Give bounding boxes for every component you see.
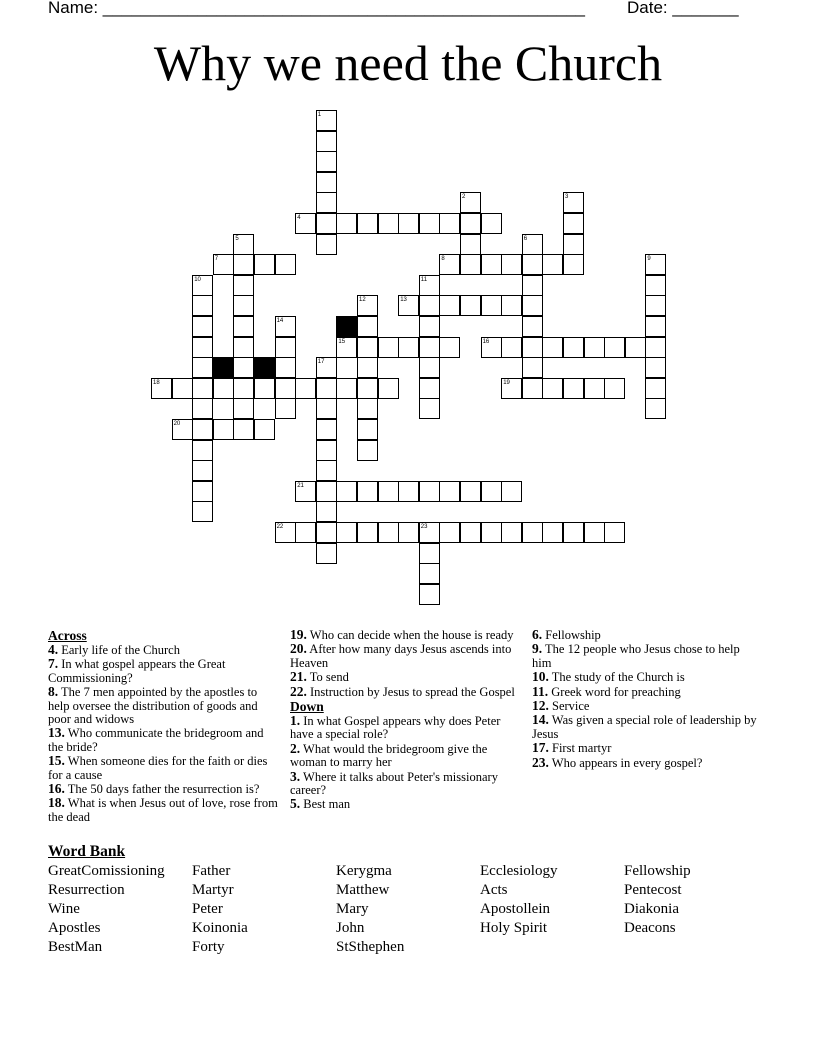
crossword-cell[interactable] xyxy=(522,337,543,358)
crossword-cell[interactable] xyxy=(213,254,234,275)
crossword-cell[interactable] xyxy=(522,316,543,337)
crossword-cell[interactable] xyxy=(604,378,625,399)
black-square xyxy=(336,316,357,337)
crossword-cell[interactable] xyxy=(233,337,254,358)
clue-number: 22 xyxy=(276,524,284,530)
crossword-cell[interactable] xyxy=(275,316,296,337)
clue-text: Who appears in every gospel? xyxy=(548,755,703,770)
word-bank-item: Apostollein xyxy=(480,901,550,917)
word-bank-item: StSthephen xyxy=(336,939,405,955)
word-bank-item: Acts xyxy=(480,882,508,898)
crossword-cell[interactable] xyxy=(192,481,213,502)
crossword-cell[interactable] xyxy=(522,254,543,275)
crossword-cell[interactable] xyxy=(481,213,502,234)
crossword-cell[interactable] xyxy=(336,337,357,358)
clue-number: 4. xyxy=(48,642,59,657)
crossword-cell[interactable] xyxy=(460,213,481,234)
crossword-cell[interactable] xyxy=(336,213,357,234)
clue-19-across xyxy=(290,628,516,642)
word-bank-item: Kerygma xyxy=(336,863,392,879)
crossword-cell[interactable] xyxy=(275,522,296,543)
crossword-cell[interactable] xyxy=(172,378,193,399)
name-field-label: Name: ___________________________________________________ xyxy=(48,0,585,17)
crossword-cell[interactable] xyxy=(501,481,522,502)
page-title: Why we need the Church xyxy=(153,35,663,91)
crossword-cell[interactable] xyxy=(378,481,399,502)
crossword-cell[interactable] xyxy=(419,213,440,234)
down-heading: Down xyxy=(290,699,324,715)
clue-4-across xyxy=(48,643,280,657)
clue-number: 11. xyxy=(532,683,549,699)
crossword-cell[interactable] xyxy=(398,295,419,316)
clue-text: When someone dies for the faith or dies for a cause xyxy=(48,754,268,782)
clue-1-down xyxy=(290,714,516,742)
clue-8-across xyxy=(48,685,280,726)
crossword-cell[interactable] xyxy=(336,481,357,502)
crossword-cell[interactable] xyxy=(316,131,337,152)
crossword-cell[interactable] xyxy=(522,357,543,378)
crossword-cell[interactable] xyxy=(336,378,357,399)
clue-number: 5. xyxy=(290,796,301,812)
crossword-cell[interactable] xyxy=(604,337,625,358)
crossword-cell[interactable] xyxy=(213,419,234,440)
crossword-cell[interactable] xyxy=(419,337,440,358)
crossword-cell[interactable] xyxy=(419,378,440,399)
clue-number: 18 xyxy=(153,379,160,386)
crossword-cell[interactable] xyxy=(439,337,460,358)
crossword-cell[interactable] xyxy=(275,337,296,358)
clue-text: Early life of the Church xyxy=(58,643,180,657)
clue-text: Fellowship xyxy=(542,628,601,642)
clue-11-down xyxy=(532,685,758,699)
clue-text: In what gospel appears the Great Commissioning? xyxy=(48,657,226,685)
crossword-cell[interactable] xyxy=(233,234,254,255)
black-square xyxy=(213,357,234,378)
crossword-cell[interactable] xyxy=(398,522,419,543)
clue-number: 11 xyxy=(420,276,428,283)
crossword-cell[interactable] xyxy=(316,501,337,522)
word-bank-item: Fellowship xyxy=(624,863,691,879)
clue-number: 3 xyxy=(565,194,569,201)
clue-7-across xyxy=(48,657,280,685)
crossword-cell[interactable] xyxy=(233,254,254,275)
word-bank-item: Diakonia xyxy=(624,901,679,917)
crossword-cell[interactable] xyxy=(645,316,666,337)
crossword-cell[interactable] xyxy=(460,295,481,316)
clue-number: 4 xyxy=(297,215,301,221)
crossword-cell[interactable] xyxy=(336,522,357,543)
crossword-cell[interactable] xyxy=(645,357,666,378)
crossword-cell[interactable] xyxy=(645,254,666,275)
word-bank-item: Father xyxy=(192,863,231,879)
across-heading: Across xyxy=(48,628,87,643)
clue-number: 2 xyxy=(462,194,466,201)
clue-number: 21 xyxy=(297,482,304,489)
clue-text: What would the bridegroom give the woman to marry her xyxy=(290,741,488,770)
crossword-cell[interactable] xyxy=(378,337,399,358)
crossword-cell[interactable] xyxy=(460,254,481,275)
clue-number: 9. xyxy=(532,641,543,657)
clue-number: 13. xyxy=(48,725,65,741)
clue-13-across xyxy=(48,726,280,754)
word-bank-item: BestMan xyxy=(48,939,103,955)
clue-text: Service xyxy=(548,699,590,714)
clue-20-across xyxy=(290,642,516,670)
crossword-cell[interactable] xyxy=(419,584,440,605)
crossword-cell[interactable] xyxy=(192,398,213,419)
crossword-cell[interactable] xyxy=(378,378,399,399)
clue-text: After how many days Jesus ascends into Heaven xyxy=(290,642,512,670)
crossword-cell[interactable] xyxy=(439,254,460,275)
crossword-cell[interactable] xyxy=(419,543,440,564)
clue-number: 23. xyxy=(532,754,549,770)
crossword-cell[interactable] xyxy=(316,213,337,234)
clue-17-down xyxy=(532,741,758,755)
clue-number: 7 xyxy=(214,256,219,263)
crossword-cell[interactable] xyxy=(192,337,213,358)
crossword-cell[interactable] xyxy=(357,337,378,358)
crossword-cell[interactable] xyxy=(192,460,213,481)
crossword-cell[interactable] xyxy=(398,481,419,502)
crossword-cell[interactable] xyxy=(460,192,481,213)
crossword-cell[interactable] xyxy=(563,522,584,543)
crossword-cell[interactable] xyxy=(316,110,337,131)
crossword-cell[interactable] xyxy=(398,213,419,234)
crossword-cell[interactable] xyxy=(563,213,584,234)
crossword-cell[interactable] xyxy=(233,316,254,337)
crossword-cell[interactable] xyxy=(522,522,543,543)
clue-number: 20. xyxy=(290,641,307,657)
clue-text: First martyr xyxy=(548,741,612,756)
crossword-cell[interactable] xyxy=(542,522,563,543)
clue-text: What is when Jesus out of love, rose from the dead xyxy=(48,796,278,824)
crossword-cell[interactable] xyxy=(316,234,337,255)
crossword-cell[interactable] xyxy=(460,481,481,502)
word-bank-title: Word Bank xyxy=(48,843,126,860)
crossword-cell[interactable] xyxy=(295,481,316,502)
clue-6-down xyxy=(532,628,758,642)
clue-text: The study of the Church is xyxy=(548,670,685,685)
crossword-cell[interactable] xyxy=(625,337,646,358)
clue-text: Who communicate the bridegroom and the bride? xyxy=(48,726,264,754)
clue-number: 9 xyxy=(647,256,651,263)
crossword-cell[interactable] xyxy=(316,398,337,419)
crossword-cell[interactable] xyxy=(192,501,213,522)
crossword-cell[interactable] xyxy=(481,337,502,358)
crossword-cell[interactable] xyxy=(542,378,563,399)
crossword-cell[interactable] xyxy=(357,357,378,378)
crossword-cell[interactable] xyxy=(316,357,337,378)
crossword-cell[interactable] xyxy=(501,378,522,399)
crossword-cell[interactable] xyxy=(419,398,440,419)
crossword-cell[interactable] xyxy=(233,419,254,440)
crossword-cell[interactable] xyxy=(357,398,378,419)
crossword-cell[interactable] xyxy=(192,275,213,296)
clue-text: The 7 men appointed by the apostles to help oversee the distribution of goods and poor and widows xyxy=(48,685,258,727)
clue-21-across xyxy=(290,670,516,684)
clue-9-down xyxy=(532,642,758,670)
crossword-cell[interactable] xyxy=(192,378,213,399)
word-bank-item: Mary xyxy=(336,901,369,917)
crossword-cell[interactable] xyxy=(378,213,399,234)
clue-number: 1. xyxy=(290,713,301,729)
crossword-cell[interactable] xyxy=(192,316,213,337)
clue-number: 10. xyxy=(532,669,549,685)
crossword-cell[interactable] xyxy=(501,522,522,543)
crossword-cell[interactable] xyxy=(584,522,605,543)
crossword-cell[interactable] xyxy=(316,378,337,399)
crossword-cell[interactable] xyxy=(419,481,440,502)
clue-15-across xyxy=(48,754,280,782)
crossword-cell[interactable] xyxy=(295,378,316,399)
clue-number: 23 xyxy=(420,524,428,530)
clue-text: To send xyxy=(306,670,349,685)
crossword-cell[interactable] xyxy=(357,522,378,543)
crossword-cell[interactable] xyxy=(645,398,666,419)
crossword-cell[interactable] xyxy=(233,275,254,296)
crossword-cell[interactable] xyxy=(419,563,440,584)
crossword-cell[interactable] xyxy=(213,378,234,399)
crossword-cell[interactable] xyxy=(584,378,605,399)
crossword-cell[interactable] xyxy=(316,192,337,213)
crossword-cell[interactable] xyxy=(522,234,543,255)
crossword-cell[interactable] xyxy=(357,316,378,337)
clue-number: 10 xyxy=(194,276,201,283)
crossword-cell[interactable] xyxy=(398,337,419,358)
clue-number: 18. xyxy=(48,795,65,811)
crossword-cell[interactable] xyxy=(563,234,584,255)
word-bank-item: Forty xyxy=(192,939,225,955)
crossword-cell[interactable] xyxy=(192,419,213,440)
crossword-cell[interactable] xyxy=(275,357,296,378)
crossword-cell[interactable] xyxy=(501,337,522,358)
crossword-cell[interactable] xyxy=(604,522,625,543)
crossword-cell[interactable] xyxy=(316,172,337,193)
crossword-cell[interactable] xyxy=(522,275,543,296)
clue-5-down xyxy=(290,797,516,811)
clue-text: Where it talks about Peter's missionary career? xyxy=(290,769,498,798)
clue-number: 7. xyxy=(48,656,59,672)
crossword-cell[interactable] xyxy=(254,419,275,440)
crossword-cell[interactable] xyxy=(522,378,543,399)
clue-number: 6. xyxy=(532,627,543,642)
clue-text: Instruction by Jesus to spread the Gospel xyxy=(306,684,515,699)
clue-number: 16 xyxy=(482,338,490,345)
clue-number: 19 xyxy=(503,379,510,386)
clue-2-down xyxy=(290,742,516,770)
crossword-cell[interactable] xyxy=(542,254,563,275)
word-bank-item: Holy Spirit xyxy=(480,920,548,936)
crossword-cell[interactable] xyxy=(357,295,378,316)
clue-number: 8. xyxy=(48,684,59,700)
word-bank-item: Resurrection xyxy=(48,882,125,898)
crossword-cell[interactable] xyxy=(316,543,337,564)
crossword-cell[interactable] xyxy=(481,522,502,543)
clue-number: 14 xyxy=(276,318,284,324)
clue-number: 17. xyxy=(532,740,549,756)
clue-text: In what Gospel appears why does Peter have a special role? xyxy=(290,714,501,742)
clue-number: 6 xyxy=(523,235,528,242)
crossword-cell[interactable] xyxy=(233,378,254,399)
word-bank-item: Pentecost xyxy=(624,882,682,898)
crossword-cell[interactable] xyxy=(542,337,563,358)
clue-22-across xyxy=(290,685,516,699)
clue-number: 12 xyxy=(359,297,366,304)
clue-number: 22. xyxy=(290,683,307,699)
clue-number: 12. xyxy=(532,698,549,714)
crossword-cell[interactable] xyxy=(357,481,378,502)
clue-number: 15. xyxy=(48,753,65,769)
crossword-cell[interactable] xyxy=(316,419,337,440)
crossword-cell[interactable] xyxy=(501,254,522,275)
crossword-cell[interactable] xyxy=(481,295,502,316)
crossword-cell[interactable] xyxy=(233,357,254,378)
crossword-cell[interactable] xyxy=(192,357,213,378)
crossword-cell[interactable] xyxy=(275,398,296,419)
crossword-cell[interactable] xyxy=(357,440,378,461)
word-bank-item: Koinonia xyxy=(192,920,248,936)
clues-column-1 xyxy=(48,628,280,824)
crossword-cell[interactable] xyxy=(501,295,522,316)
word-bank-item: John xyxy=(336,920,365,936)
clue-number: 17 xyxy=(317,359,325,366)
clue-number: 20 xyxy=(173,421,181,427)
crossword-cell[interactable] xyxy=(316,440,337,461)
crossword-cell[interactable] xyxy=(460,522,481,543)
clue-number: 15 xyxy=(338,338,346,345)
crossword-cell[interactable] xyxy=(172,419,193,440)
clue-number: 2. xyxy=(290,740,301,756)
crossword-cell[interactable] xyxy=(645,295,666,316)
crossword-cell[interactable] xyxy=(295,213,316,234)
clue-text: The 50 days father the resurrection is? xyxy=(64,782,260,797)
crossword-cell[interactable] xyxy=(645,275,666,296)
word-bank-item: Matthew xyxy=(336,882,390,898)
crossword-cell[interactable] xyxy=(439,481,460,502)
clue-number: 8 xyxy=(441,256,445,263)
crossword-cell[interactable] xyxy=(295,522,316,543)
crossword-cell[interactable] xyxy=(316,481,337,502)
clue-14-down xyxy=(532,713,758,741)
clue-text: The 12 people who Jesus chose to help him xyxy=(532,642,740,670)
crossword-cell[interactable] xyxy=(439,295,460,316)
word-bank-item: Peter xyxy=(192,901,223,917)
date-field-label: Date: _______ xyxy=(627,0,739,17)
clue-number: 5 xyxy=(235,235,239,242)
clue-text: Was given a special role of leadership by Jesus xyxy=(532,713,757,741)
clue-text: Best man xyxy=(300,797,351,812)
clue-number: 21. xyxy=(290,669,307,685)
crossword-cell[interactable] xyxy=(645,378,666,399)
crossword-cell[interactable] xyxy=(316,151,337,172)
crossword-cell[interactable] xyxy=(460,234,481,255)
black-square xyxy=(254,357,275,378)
clue-23-down xyxy=(532,756,758,770)
crossword-cell[interactable] xyxy=(563,378,584,399)
clue-number: 3. xyxy=(290,768,301,784)
clue-text: Greek word for preaching xyxy=(548,684,681,699)
crossword-cell[interactable] xyxy=(357,213,378,234)
crossword-cell[interactable] xyxy=(357,419,378,440)
crossword-cell[interactable] xyxy=(357,378,378,399)
crossword-cell[interactable] xyxy=(192,295,213,316)
word-bank-item: Wine xyxy=(48,901,80,917)
crossword-cell[interactable] xyxy=(645,337,666,358)
crossword-cell[interactable] xyxy=(419,357,440,378)
clue-text: Who can decide when the house is ready xyxy=(306,628,514,642)
clue-number: 16. xyxy=(48,781,65,797)
crossword-cell[interactable] xyxy=(233,295,254,316)
crossword-cell[interactable] xyxy=(439,213,460,234)
crossword-cell[interactable] xyxy=(419,275,440,296)
crossword-cell[interactable] xyxy=(481,254,502,275)
clue-number: 14. xyxy=(532,712,549,728)
word-bank-item: Apostles xyxy=(48,920,101,936)
clue-16-across xyxy=(48,782,280,796)
crossword-cell[interactable] xyxy=(439,522,460,543)
word-bank-item: Martyr xyxy=(192,882,234,898)
crossword-cell[interactable] xyxy=(563,254,584,275)
crossword-cell[interactable] xyxy=(563,192,584,213)
crossword-cell[interactable] xyxy=(419,316,440,337)
clue-number: 1 xyxy=(317,112,322,118)
crossword-cell[interactable] xyxy=(584,337,605,358)
word-bank-item: Deacons xyxy=(624,920,676,936)
crossword-cell[interactable] xyxy=(563,337,584,358)
crossword-cell[interactable] xyxy=(192,440,213,461)
crossword-cell[interactable] xyxy=(275,378,296,399)
clue-18-across xyxy=(48,796,280,824)
crossword-cell[interactable] xyxy=(275,254,296,275)
word-bank-item: Ecclesiology xyxy=(480,863,558,879)
clue-number: 13 xyxy=(400,297,407,304)
clues-column-3 xyxy=(532,628,758,770)
crossword-cell[interactable] xyxy=(378,522,399,543)
crossword-cell[interactable] xyxy=(151,378,172,399)
crossword-cell[interactable] xyxy=(419,295,440,316)
crossword-cell[interactable] xyxy=(316,460,337,481)
clue-number: 19. xyxy=(290,627,307,642)
crossword-cell[interactable] xyxy=(233,398,254,419)
clues-column-2 xyxy=(290,628,516,812)
clue-10-down xyxy=(532,670,758,684)
crossword-cell[interactable] xyxy=(481,481,502,502)
crossword-cell[interactable] xyxy=(316,522,337,543)
crossword-cell[interactable] xyxy=(254,378,275,399)
word-bank-item: GreatComissioning xyxy=(48,863,165,879)
crossword-cell[interactable] xyxy=(522,295,543,316)
clue-12-down xyxy=(532,699,758,713)
crossword-cell[interactable] xyxy=(419,522,440,543)
clue-3-down xyxy=(290,770,516,798)
crossword-cell[interactable] xyxy=(254,254,275,275)
